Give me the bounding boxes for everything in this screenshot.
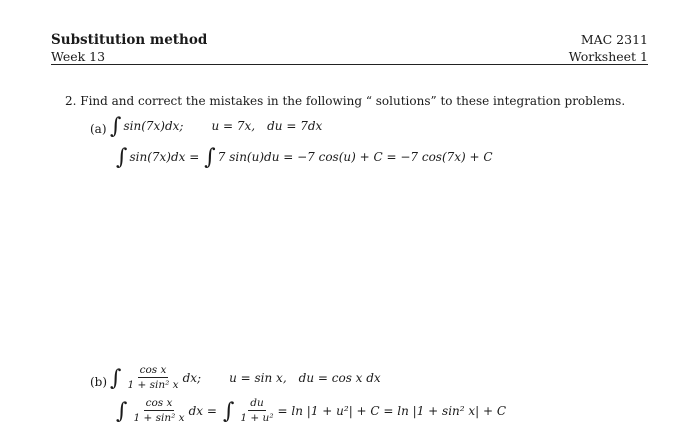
part-b-solution: [116, 397, 506, 424]
part-b-fraction-3: $\frac{du}{\text{1 + u²}}$: [240, 397, 274, 424]
part-a-subst-du: du = 7dx: [267, 119, 323, 133]
part-b-sol-dx: dx =: [188, 403, 217, 418]
header-left: [51, 32, 207, 65]
part-a-label: (a): [90, 122, 107, 136]
worksheet-title: Substitution method: [51, 32, 208, 48]
part-b-given: [110, 364, 381, 391]
integral-sign: ∫: [222, 398, 235, 424]
header-right: [569, 32, 648, 65]
part-b-fraction-2: $\frac{\text{cos x}}{\text{1 + sin² x}}$: [133, 397, 185, 424]
header-divider: [51, 64, 648, 65]
integral-sign: ∫: [116, 398, 128, 424]
part-b-fraction-1: $\frac{\text{cos x}}{\text{1 + sin² x}}$: [127, 364, 179, 391]
part-b-subst-du: du = cos x dx: [298, 370, 381, 385]
integral-sign: ∫: [204, 145, 216, 170]
integral-sign: ∫: [110, 114, 122, 139]
part-a-solution: [116, 146, 493, 168]
part-a-sol-rhs: 7 sin(u)du = −7 cos(u) + C = −7 cos(7x) + C: [217, 150, 493, 164]
part-b-subst-u: u = sin x,: [229, 370, 287, 385]
problem-statement: 2. Find and correct the mistakes in the following “ solutions” to these integration problems.: [65, 94, 626, 108]
integral-sign: ∫: [116, 145, 128, 170]
week-label: Week 13: [51, 49, 106, 64]
part-b-sol-rhs: = ln |1 + u²| + C = ln |1 + sin² x| + C: [277, 403, 507, 418]
worksheet-number: Worksheet 1: [568, 49, 648, 64]
part-a-integrand: sin(7x)dx;: [123, 119, 184, 133]
part-a-subst-u: u = 7x,: [211, 119, 256, 133]
part-b-label: (b): [90, 375, 108, 389]
course-code: MAC 2311: [580, 32, 648, 47]
part-a-sol-lhs: sin(7x)dx =: [129, 150, 200, 164]
part-b-given-dx: dx;: [182, 370, 202, 385]
part-a-given: [110, 115, 322, 137]
integral-sign: ∫: [110, 365, 122, 391]
